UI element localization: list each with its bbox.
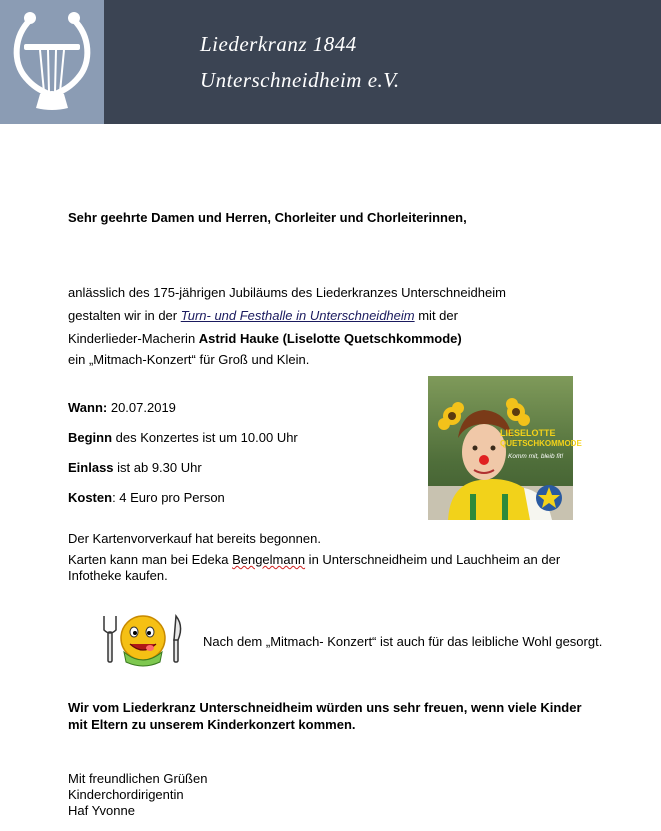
when-value: 20.07.2019 bbox=[107, 400, 176, 415]
tickets-line1: Der Kartenvorverkauf hat bereits begonnen. bbox=[68, 531, 321, 546]
closing-line2: mit Eltern zu unserem Kinderkonzert kommen. bbox=[68, 717, 356, 732]
store-name: Bengelmann bbox=[232, 552, 306, 567]
cost-label: Kosten bbox=[68, 490, 113, 505]
when-row bbox=[68, 400, 176, 416]
entry-row bbox=[68, 460, 202, 476]
cover-title-1: LIESELOTTE bbox=[500, 428, 556, 438]
intro-line3 bbox=[68, 331, 462, 347]
cost-value: : 4 Euro pro Person bbox=[112, 490, 225, 505]
signature-greeting: Mit freundlichen Grüßen bbox=[68, 771, 208, 786]
cover-title-2: QUETSCHKOMMODE bbox=[500, 439, 582, 448]
artist-cd-cover bbox=[428, 376, 582, 520]
club-name-line2: Unterschneidheim e.V. bbox=[200, 68, 400, 92]
cover-subtitle: Komm mit, bleib fit! bbox=[508, 453, 564, 460]
entry-label: Einlass bbox=[68, 460, 114, 475]
intro-line3-pre: Kinderlieder-Macherin bbox=[68, 331, 199, 346]
intro-line4: ein „Mitmach-Konzert“ für Groß und Klein. bbox=[68, 352, 310, 367]
venue-link[interactable]: Turn- und Festhalle in Unterschneidheim bbox=[180, 308, 415, 323]
signature-name: Haf Yvonne bbox=[68, 803, 135, 818]
tickets-line2-pre: Karten kann man bei Edeka bbox=[68, 552, 233, 567]
when-label: Wann: bbox=[68, 400, 108, 415]
cost-row bbox=[68, 490, 225, 506]
lyre-icon bbox=[0, 0, 104, 124]
salutation: Sehr geehrte Damen und Herren, Chorleiter und Chorleiterinnen, bbox=[68, 210, 467, 225]
letterhead-banner bbox=[0, 0, 661, 124]
tickets-line2-post: in Unterschneidheim und Lauchheim an der bbox=[305, 552, 561, 567]
intro-line2-post: mit der bbox=[414, 308, 458, 323]
intro-line2 bbox=[68, 308, 458, 324]
start-label: Beginn bbox=[68, 430, 113, 445]
start-row bbox=[68, 430, 298, 446]
artist-name: Astrid Hauke (Liselotte Quetschkommode) bbox=[198, 331, 462, 346]
food-note: Nach dem „Mitmach- Konzert“ ist auch für das leibliche Wohl gesorgt. bbox=[203, 634, 603, 649]
closing-line1: Wir vom Liederkranz Unterschneidheim würden uns sehr freuen, wenn viele Kinder bbox=[68, 700, 582, 715]
eating-smiley-icon bbox=[100, 612, 186, 668]
start-value: des Konzertes ist um 10.00 Uhr bbox=[112, 430, 298, 445]
intro-line1: anlässlich des 175-jährigen Jubiläums des Liederkranzes Unterschneidheim bbox=[68, 285, 506, 300]
club-name-line1: Liederkranz 1844 bbox=[200, 32, 357, 56]
logo-panel bbox=[0, 0, 104, 124]
tickets-line3: Infotheke kaufen. bbox=[68, 568, 168, 583]
signature-role: Kinderchordirigentin bbox=[68, 787, 184, 802]
intro-line2-pre: gestalten wir in der bbox=[68, 308, 181, 323]
entry-value: ist ab 9.30 Uhr bbox=[113, 460, 202, 475]
tickets-line2 bbox=[68, 552, 560, 568]
